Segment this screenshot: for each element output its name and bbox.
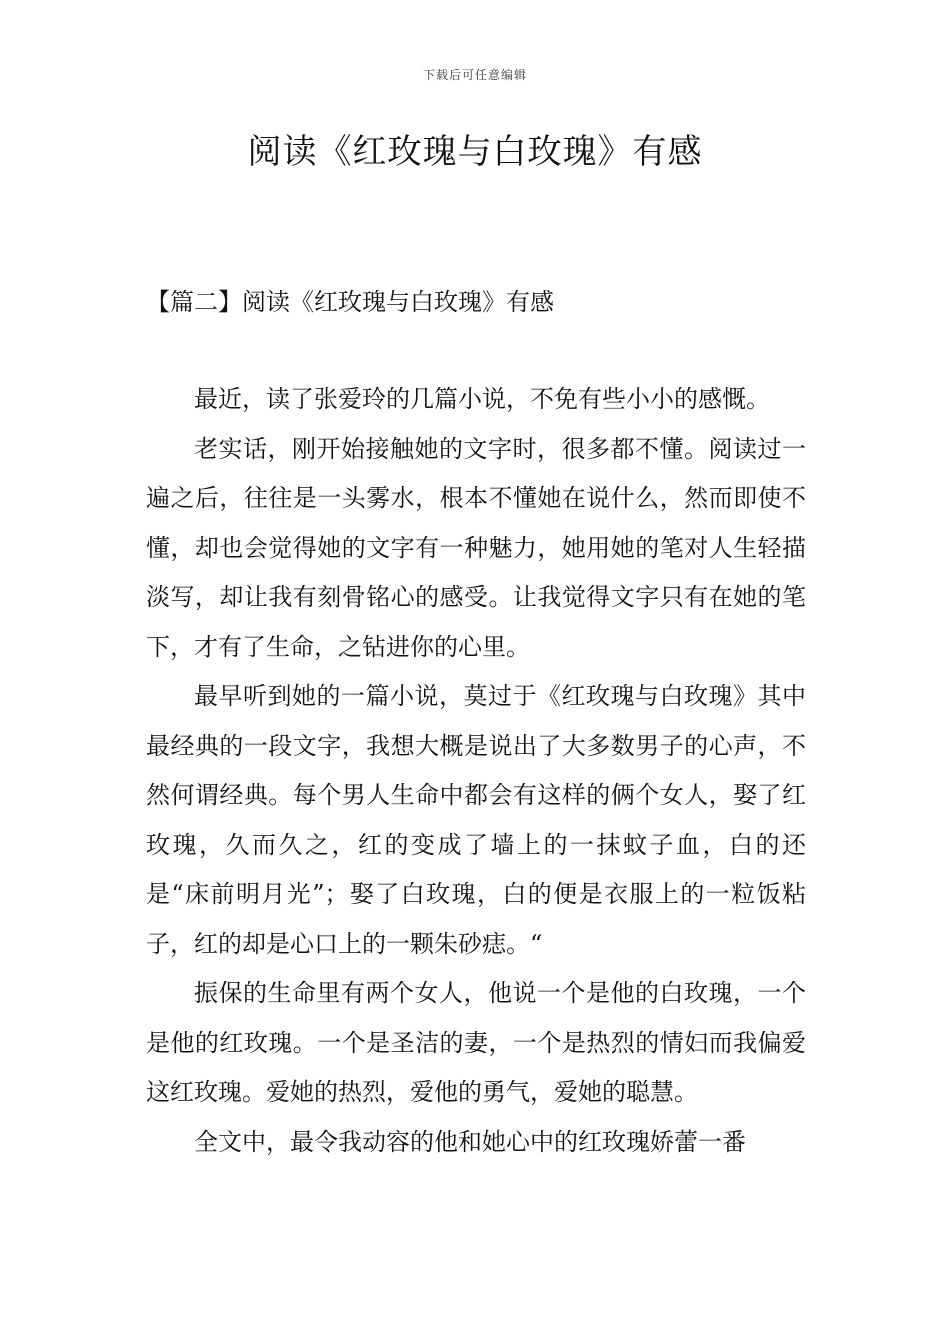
- paragraph: 振保的生命里有两个女人，他说一个是他的白玫瑰，一个是他的红玫瑰。一个是圣洁的妻，一个是热烈的情妇而我偏爱这红玫瑰。爱她的热烈，爱他的勇气，爱她的聪慧。: [146, 979, 806, 1106]
- paragraph: 最近，读了张爱玲的几篇小说，不免有些小小的感慨。: [194, 385, 770, 413]
- paragraph: 最早听到她的一篇小说，莫过于《红玫瑰与白玫瑰》其中最经典的一段文字，我想大概是说出了大多数男子的心声，不然何谓经典。每个男人生命中都会有这样的俩个女人，娶了红玫瑰，久而久之，红的变成了墙上的一抹蚊子血，白的还是“床前明月光”；娶了白玫瑰，白的便是衣服上的一粒饭粘子，红的却是心口上的一颗朱砂痣。“: [146, 682, 806, 958]
- paragraph: 全文中，最令我动容的他和她心中的红玫瑰娇蕾一番: [194, 1127, 746, 1156]
- body-text: [146, 375, 806, 1167]
- header-note: 下载后可任意编辑: [422, 68, 527, 82]
- section-heading: 【篇二】阅读《红玫瑰与白玫瑰》有感: [146, 288, 554, 316]
- document-title: 阅读《红玫瑰与白玫瑰》有感: [247, 132, 703, 172]
- paragraph: 老实话，刚开始接触她的文字时，很多都不懂。阅读过一遍之后，往往是一头雾水，根本不懂她在说什么，然而即使不懂，却也会觉得她的文字有一种魅力，她用她的笔对人生轻描淡写，却让我有刻骨铭心的感受。让我觉得文字只有在她的笔下，才有了生命，之钻进你的心里。: [146, 434, 806, 661]
